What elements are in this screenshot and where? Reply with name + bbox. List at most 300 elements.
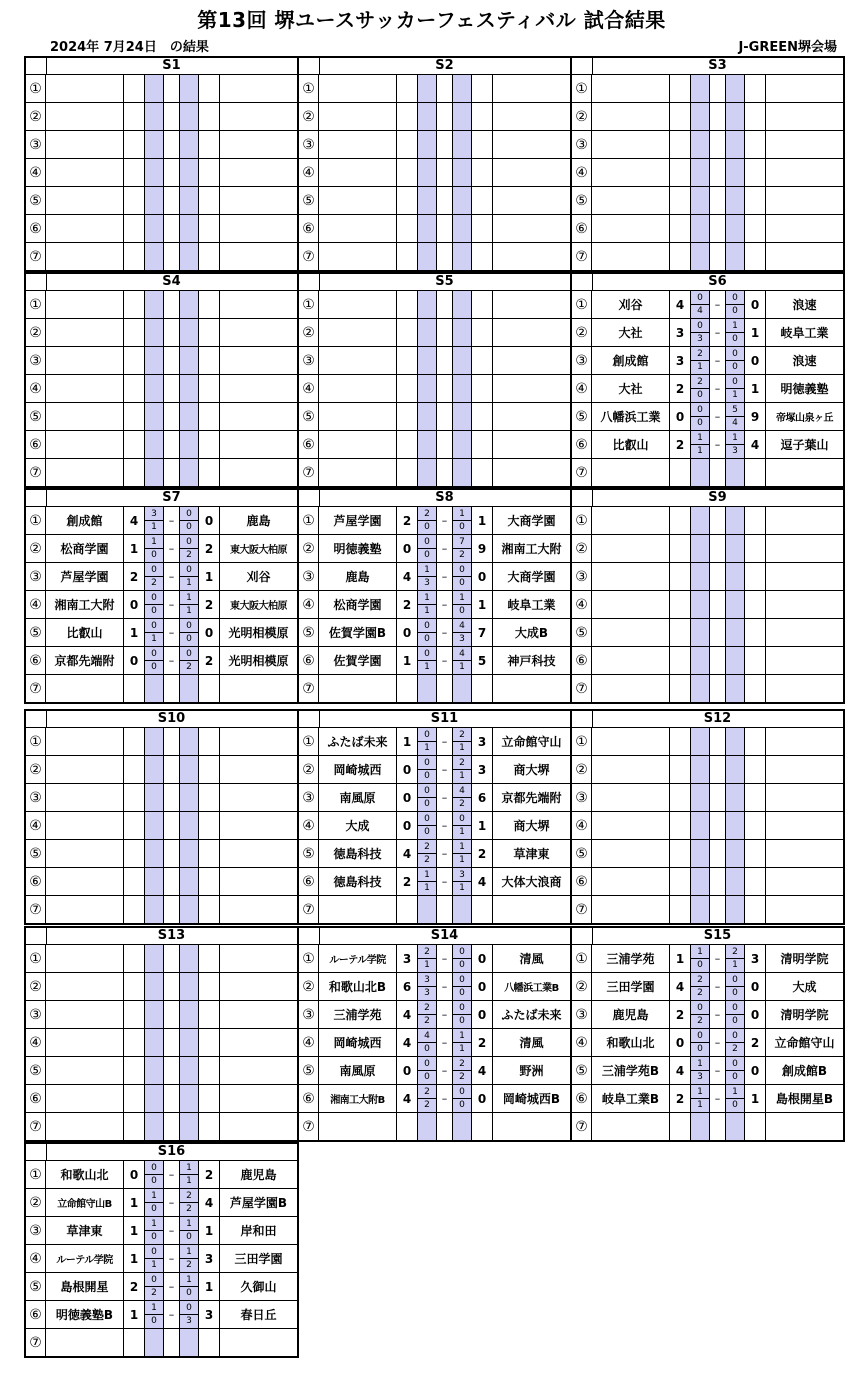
away-score xyxy=(472,896,492,923)
group-table-s16 xyxy=(24,1142,299,1358)
group-name: S10 xyxy=(157,711,186,726)
score-separator xyxy=(164,896,179,923)
match-row xyxy=(299,756,570,784)
home-score xyxy=(670,75,690,102)
home-team xyxy=(46,896,124,923)
home-half-scores xyxy=(690,75,710,102)
home-second-half: 2 xyxy=(424,855,430,865)
away-team: 三田学園 xyxy=(219,1245,297,1272)
group-name: S1 xyxy=(162,58,181,73)
match-number: ⑦ xyxy=(299,459,319,486)
home-team xyxy=(592,507,670,534)
match-number: ② xyxy=(299,973,319,1000)
home-score xyxy=(670,507,690,534)
home-team xyxy=(46,215,124,242)
away-half-scores xyxy=(179,291,199,318)
match-number: ⑥ xyxy=(26,868,46,895)
home-first-half: 0 xyxy=(418,785,436,798)
match-row xyxy=(26,1329,297,1356)
match-number: ③ xyxy=(572,563,592,590)
match-row xyxy=(572,1085,843,1113)
away-half-scores xyxy=(725,756,745,783)
score-separator xyxy=(437,131,452,158)
home-score: 2 xyxy=(129,1279,139,1294)
match-number: ③ xyxy=(572,1001,592,1028)
home-team xyxy=(592,159,670,186)
home-score xyxy=(670,591,690,618)
home-second-half: 2 xyxy=(697,1016,703,1026)
score-separator xyxy=(437,403,452,430)
home-half-scores xyxy=(417,840,437,867)
away-half-scores xyxy=(725,535,745,562)
home-half-scores xyxy=(690,812,710,839)
home-first-half: 2 xyxy=(418,841,436,854)
score-separator xyxy=(710,896,725,923)
away-half-scores xyxy=(725,868,745,895)
home-first-half: 1 xyxy=(145,1190,163,1203)
home-first-half: 1 xyxy=(418,592,436,605)
home-team xyxy=(319,319,397,346)
away-team: 野洲 xyxy=(492,1057,570,1084)
score-separator: – xyxy=(714,382,721,395)
match-row xyxy=(26,431,297,459)
score-separator xyxy=(437,187,452,214)
group-table-s3 xyxy=(570,56,845,272)
away-score: 3 xyxy=(477,734,487,749)
score-separator: – xyxy=(714,1036,721,1049)
header-number-cell xyxy=(299,274,320,290)
home-team: 創成館 xyxy=(46,507,124,534)
home-score xyxy=(397,431,417,458)
home-team: 八幡浜工業 xyxy=(592,403,670,430)
away-second-half: 1 xyxy=(459,662,465,672)
away-score xyxy=(199,159,219,186)
group-table-s13 xyxy=(24,926,299,1142)
score-separator xyxy=(437,1113,452,1140)
away-score xyxy=(745,131,765,158)
home-second-half: 1 xyxy=(424,606,430,616)
match-row xyxy=(26,375,297,403)
score-separator: – xyxy=(441,1036,448,1049)
score-separator: – xyxy=(168,1224,175,1237)
away-team: 芦屋学園B xyxy=(219,1189,297,1216)
home-score xyxy=(124,375,144,402)
away-half-scores xyxy=(179,1029,199,1056)
away-score xyxy=(472,75,492,102)
away-half-scores xyxy=(725,784,745,811)
away-second-half: 2 xyxy=(732,1044,738,1054)
away-score xyxy=(745,868,765,895)
match-row xyxy=(572,1113,843,1140)
home-half-scores xyxy=(144,647,164,674)
home-score xyxy=(670,840,690,867)
score-separator: – xyxy=(441,514,448,527)
match-number: ① xyxy=(26,1161,46,1188)
away-first-half: 0 xyxy=(180,508,198,521)
away-half-scores xyxy=(452,131,472,158)
home-score xyxy=(124,1001,144,1028)
score-separator xyxy=(164,1001,179,1028)
away-half-scores xyxy=(179,675,199,702)
home-score xyxy=(124,459,144,486)
away-team xyxy=(219,459,297,486)
away-score xyxy=(472,403,492,430)
score-separator xyxy=(437,431,452,458)
match-number: ② xyxy=(26,535,46,562)
home-team: 大成 xyxy=(319,812,397,839)
home-score xyxy=(397,319,417,346)
score-separator xyxy=(710,563,725,590)
group-header xyxy=(299,58,570,75)
score-separator: – xyxy=(168,654,175,667)
home-team: 南風原 xyxy=(319,1057,397,1084)
home-half-scores xyxy=(690,159,710,186)
home-score xyxy=(397,131,417,158)
score-separator: – xyxy=(168,542,175,555)
home-score: 2 xyxy=(402,597,412,612)
home-second-half: 0 xyxy=(151,662,157,672)
match-row xyxy=(26,756,297,784)
away-team xyxy=(765,591,843,618)
home-first-half: 0 xyxy=(145,592,163,605)
group-table-s7 xyxy=(24,488,299,704)
home-first-half: 0 xyxy=(691,1002,709,1015)
away-team: 草津東 xyxy=(492,840,570,867)
away-score xyxy=(199,403,219,430)
match-number: ⑥ xyxy=(299,1085,319,1112)
home-half-scores xyxy=(144,187,164,214)
away-score xyxy=(745,215,765,242)
match-number: ⑥ xyxy=(299,647,319,674)
away-team: 島根開星B xyxy=(765,1085,843,1112)
away-score: 1 xyxy=(204,1279,214,1294)
home-team xyxy=(46,243,124,270)
match-number: ⑦ xyxy=(572,896,592,923)
match-number: ④ xyxy=(299,1029,319,1056)
home-half-scores xyxy=(417,187,437,214)
away-score xyxy=(745,243,765,270)
away-score xyxy=(472,375,492,402)
away-first-half: 7 xyxy=(453,536,471,549)
match-row xyxy=(572,945,843,973)
home-team xyxy=(319,159,397,186)
home-score: 4 xyxy=(675,979,685,994)
home-first-half: 2 xyxy=(418,946,436,959)
home-score xyxy=(397,75,417,102)
away-half-scores xyxy=(725,507,745,534)
group-table-s11 xyxy=(297,709,572,925)
away-team: 帝塚山泉ヶ丘 xyxy=(765,403,843,430)
home-first-half: 1 xyxy=(691,1058,709,1071)
away-first-half: 1 xyxy=(453,592,471,605)
score-separator xyxy=(710,131,725,158)
away-team xyxy=(219,812,297,839)
away-score xyxy=(199,347,219,374)
match-row xyxy=(572,187,843,215)
away-half-scores xyxy=(452,319,472,346)
away-team: 商大堺 xyxy=(492,756,570,783)
match-row xyxy=(572,1001,843,1029)
home-second-half: 0 xyxy=(424,634,430,644)
away-team xyxy=(219,103,297,130)
away-second-half: 2 xyxy=(186,1204,192,1214)
score-separator xyxy=(437,75,452,102)
home-second-half: 0 xyxy=(424,1072,430,1082)
away-first-half: 0 xyxy=(453,974,471,987)
home-half-scores xyxy=(690,459,710,486)
home-score xyxy=(670,187,690,214)
away-half-scores xyxy=(725,1001,745,1028)
away-second-half: 1 xyxy=(186,606,192,616)
away-score: 0 xyxy=(477,1007,487,1022)
match-row xyxy=(572,868,843,896)
away-team: 八幡浜工業B xyxy=(492,973,570,1000)
match-number: ④ xyxy=(572,1029,592,1056)
home-second-half: 3 xyxy=(697,1072,703,1082)
home-first-half: 1 xyxy=(145,536,163,549)
home-score xyxy=(124,103,144,130)
away-half-scores xyxy=(179,1085,199,1112)
home-team xyxy=(46,812,124,839)
home-score: 2 xyxy=(675,1007,685,1022)
away-team xyxy=(492,896,570,923)
away-first-half: 0 xyxy=(726,1002,744,1015)
home-half-scores xyxy=(690,131,710,158)
away-first-half: 0 xyxy=(453,564,471,577)
score-separator: – xyxy=(441,626,448,639)
group-name: S16 xyxy=(157,1144,186,1159)
match-number: ⑦ xyxy=(572,1113,592,1140)
score-separator xyxy=(164,187,179,214)
away-team xyxy=(219,1001,297,1028)
home-score xyxy=(124,215,144,242)
match-number: ① xyxy=(26,507,46,534)
away-first-half: 0 xyxy=(180,648,198,661)
home-score xyxy=(397,459,417,486)
away-team xyxy=(765,675,843,702)
match-row xyxy=(299,403,570,431)
home-team: 比叡山 xyxy=(592,431,670,458)
away-score: 0 xyxy=(204,625,214,640)
match-row xyxy=(572,75,843,103)
home-team: 立命館守山B xyxy=(46,1189,124,1216)
home-second-half: 4 xyxy=(697,306,703,316)
score-separator xyxy=(164,243,179,270)
home-half-scores xyxy=(144,868,164,895)
header-number-cell xyxy=(26,711,47,727)
group-header xyxy=(572,58,843,75)
away-score: 4 xyxy=(750,437,760,452)
away-first-half: 0 xyxy=(726,974,744,987)
away-second-half: 2 xyxy=(459,799,465,809)
home-half-scores xyxy=(144,1217,164,1244)
home-half-scores xyxy=(417,347,437,374)
away-second-half: 2 xyxy=(459,1072,465,1082)
home-second-half: 1 xyxy=(697,446,703,456)
home-second-half: 0 xyxy=(151,1176,157,1186)
home-team xyxy=(46,675,124,702)
home-half-scores xyxy=(690,375,710,402)
match-row xyxy=(26,784,297,812)
home-half-scores xyxy=(144,535,164,562)
away-half-scores xyxy=(452,431,472,458)
away-team xyxy=(219,243,297,270)
home-first-half: 2 xyxy=(418,1002,436,1015)
home-half-scores xyxy=(690,431,710,458)
match-number: ⑥ xyxy=(572,215,592,242)
away-second-half: 0 xyxy=(459,1016,465,1026)
away-first-half: 1 xyxy=(180,1162,198,1175)
match-number: ⑤ xyxy=(26,403,46,430)
home-half-scores xyxy=(144,675,164,702)
away-first-half: 1 xyxy=(453,508,471,521)
away-half-scores xyxy=(179,507,199,534)
home-score xyxy=(124,675,144,702)
home-team xyxy=(319,103,397,130)
away-half-scores xyxy=(452,403,472,430)
group-table-s9 xyxy=(570,488,845,704)
home-score xyxy=(124,1085,144,1112)
match-number: ④ xyxy=(572,812,592,839)
home-score xyxy=(124,75,144,102)
away-second-half: 4 xyxy=(732,418,738,428)
away-half-scores xyxy=(725,75,745,102)
away-half-scores xyxy=(179,1301,199,1328)
away-half-scores xyxy=(179,563,199,590)
home-team: 南風原 xyxy=(319,784,397,811)
score-separator xyxy=(710,591,725,618)
home-score: 0 xyxy=(402,1063,412,1078)
home-half-scores xyxy=(144,243,164,270)
away-first-half: 0 xyxy=(726,376,744,389)
group-header xyxy=(572,711,843,728)
away-half-scores xyxy=(725,973,745,1000)
home-team: 刈谷 xyxy=(592,291,670,318)
away-score xyxy=(745,728,765,755)
match-row xyxy=(572,619,843,647)
score-separator xyxy=(710,756,725,783)
home-score xyxy=(670,647,690,674)
away-score: 4 xyxy=(477,1063,487,1078)
away-half-scores xyxy=(452,973,472,1000)
venue-name: J-GREEN堺会場 xyxy=(738,40,837,55)
away-team xyxy=(219,131,297,158)
away-first-half: 1 xyxy=(726,320,744,333)
home-score xyxy=(397,291,417,318)
away-half-scores xyxy=(179,756,199,783)
score-separator: – xyxy=(441,654,448,667)
home-score: 2 xyxy=(675,1091,685,1106)
header-number-cell xyxy=(26,1144,47,1160)
home-first-half: 1 xyxy=(145,1218,163,1231)
home-team xyxy=(592,563,670,590)
match-number: ⑦ xyxy=(299,243,319,270)
home-half-scores xyxy=(690,619,710,646)
away-half-scores xyxy=(179,1057,199,1084)
home-team: 芦屋学園 xyxy=(319,507,397,534)
score-separator xyxy=(164,1057,179,1084)
home-team: 大社 xyxy=(592,375,670,402)
away-score xyxy=(745,507,765,534)
away-first-half: 0 xyxy=(726,1058,744,1071)
score-separator xyxy=(710,619,725,646)
away-team: 東大阪大柏原 xyxy=(219,535,297,562)
match-number: ② xyxy=(299,535,319,562)
match-number: ② xyxy=(572,973,592,1000)
away-score xyxy=(745,1113,765,1140)
group-name: S5 xyxy=(435,274,454,289)
home-half-scores xyxy=(417,535,437,562)
home-half-scores xyxy=(417,1057,437,1084)
home-team xyxy=(46,75,124,102)
score-separator xyxy=(710,784,725,811)
home-half-scores xyxy=(417,459,437,486)
away-first-half: 2 xyxy=(453,729,471,742)
home-score: 0 xyxy=(129,653,139,668)
home-second-half: 1 xyxy=(424,743,430,753)
score-separator xyxy=(710,868,725,895)
home-team xyxy=(592,75,670,102)
group-name: S14 xyxy=(430,928,459,943)
score-separator xyxy=(164,973,179,1000)
home-team xyxy=(319,75,397,102)
match-row xyxy=(299,375,570,403)
home-score: 0 xyxy=(129,1167,139,1182)
away-half-scores xyxy=(452,187,472,214)
away-team xyxy=(219,1057,297,1084)
home-score: 4 xyxy=(402,569,412,584)
match-number: ① xyxy=(26,75,46,102)
score-separator xyxy=(164,131,179,158)
match-row xyxy=(299,728,570,756)
match-row xyxy=(572,291,843,319)
group-header xyxy=(26,928,297,945)
away-score: 7 xyxy=(477,625,487,640)
home-team xyxy=(592,868,670,895)
away-half-scores xyxy=(452,375,472,402)
away-score xyxy=(745,619,765,646)
home-half-scores xyxy=(690,187,710,214)
group-name: S15 xyxy=(703,928,732,943)
home-half-scores xyxy=(690,945,710,972)
score-separator: – xyxy=(168,1308,175,1321)
away-half-scores xyxy=(452,1057,472,1084)
match-row xyxy=(26,1217,297,1245)
group-table-s4 xyxy=(24,272,299,488)
home-half-scores xyxy=(417,243,437,270)
score-separator: – xyxy=(714,410,721,423)
match-number: ⑤ xyxy=(26,187,46,214)
home-second-half: 3 xyxy=(424,578,430,588)
match-row xyxy=(572,563,843,591)
away-score xyxy=(472,103,492,130)
away-half-scores xyxy=(725,431,745,458)
away-half-scores xyxy=(725,187,745,214)
match-number: ⑤ xyxy=(572,403,592,430)
away-team xyxy=(765,728,843,755)
home-half-scores xyxy=(690,103,710,130)
home-first-half: 0 xyxy=(145,564,163,577)
match-row xyxy=(26,563,297,591)
away-team: 清風 xyxy=(492,1029,570,1056)
away-half-scores xyxy=(452,243,472,270)
home-score xyxy=(124,291,144,318)
match-number: ⑦ xyxy=(299,675,319,702)
group-table-s1 xyxy=(24,56,299,272)
match-number: ③ xyxy=(26,563,46,590)
home-team xyxy=(592,535,670,562)
group-table-s2 xyxy=(297,56,572,272)
